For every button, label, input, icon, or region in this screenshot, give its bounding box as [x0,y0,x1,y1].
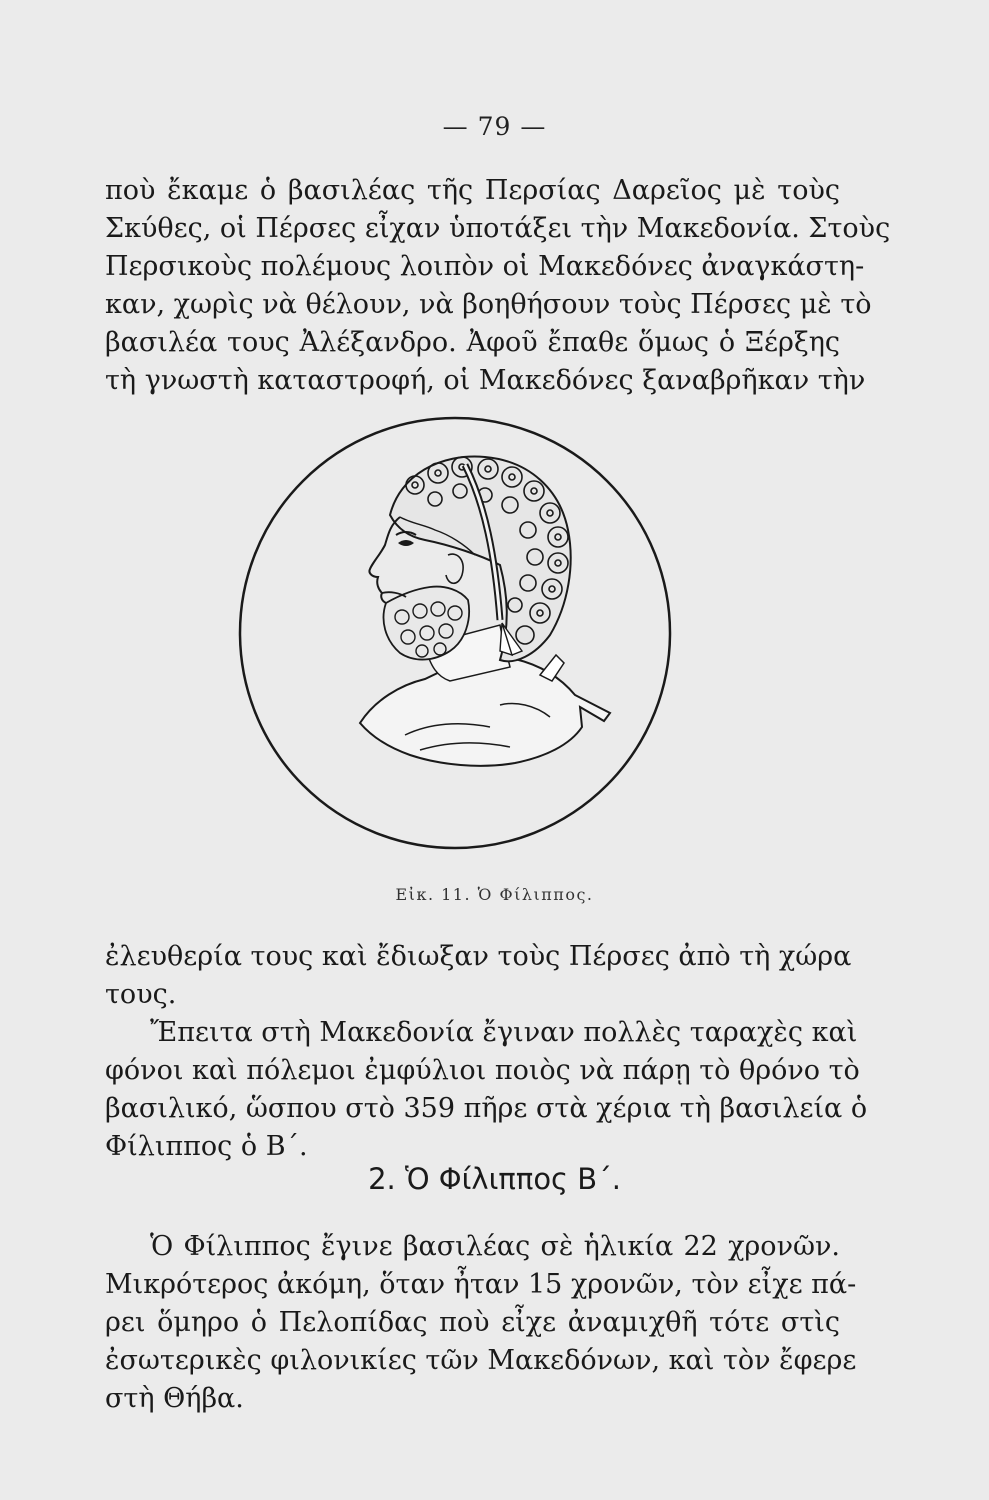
text-line: Φίλιππος ὁ Β΄. [105,1131,308,1162]
paragraph-3 [105,1228,857,1418]
text-line: βασιλέα τους Ἀλέξανδρο. Ἀφοῦ ἔπαθε ὅμως ὁ Ξέρξης [105,327,840,358]
text-line: Ἔπειτα στὴ Μακεδονία ἔγιναν πολλὲς ταραχὲς καὶ [150,1017,858,1048]
text-line: ἐλευθερία τους καὶ ἔδιωξαν τοὺς Πέρσες ἀπὸ τὴ χώρα [105,941,852,972]
text-line: Περσικοὺς πολέμους λοιπὸν οἱ Μακεδόνες ἀναγκάστη- [105,251,865,282]
text-line: Μικρότερος ἀκόμη, ὅταν ἦταν 15 χρονῶν, τὸν εἶχε πά- [105,1269,857,1300]
text-line: ἐσωτερικὲς φιλονικίες τῶν Μακεδόνων, καὶ τὸν ἔφερε [105,1345,857,1376]
text-line: ποὺ ἔκαμε ὁ βασιλέας τῆς Περσίας Δαρεῖος μὲ τοὺς [105,175,840,206]
text-line: τὴ γνωστὴ καταστροφή, οἱ Μακεδόνες ξαναβρῆκαν τὴν [105,365,866,396]
text-line: Σκύθες, οἱ Πέρσες εἶχαν ὑποτάξει τὴν Μακεδονία. Στοὺς [105,213,891,244]
paragraph-2 [105,938,868,1166]
coin-portrait-icon [210,405,700,855]
figure-caption: Εἰκ. 11. Ὁ Φίλιππος. [395,885,594,904]
section-heading: 2. Ὁ Φίλιππος Β΄. [368,1162,621,1196]
text-line: Ὁ Φίλιππος ἔγινε βασιλέας σὲ ἡλικία 22 χρονῶν. [150,1231,840,1262]
text-line: στὴ Θήβα. [105,1383,244,1414]
text-line: τους. [105,979,177,1010]
page-number: — 79 — [442,112,547,141]
text-line: βασιλικό, ὥσπου στὸ 359 πῆρε στὰ χέρια τὴ βασιλεία ὁ [105,1093,868,1124]
figure-philip-portrait [210,405,700,855]
text-line: ρει ὅμηρο ὁ Πελοπίδας ποὺ εἶχε ἀναμιχθῆ τότε στὶς [105,1307,840,1338]
text-line: καν, χωρὶς νὰ θέλουν, νὰ βοηθήσουν τοὺς Πέρσες μὲ τὸ [105,289,872,320]
paragraph-1 [105,172,891,400]
text-line: φόνοι καὶ πόλεμοι ἐμφύλιοι ποιὸς νὰ πάρῃ τὸ θρόνο τὸ [105,1055,860,1086]
